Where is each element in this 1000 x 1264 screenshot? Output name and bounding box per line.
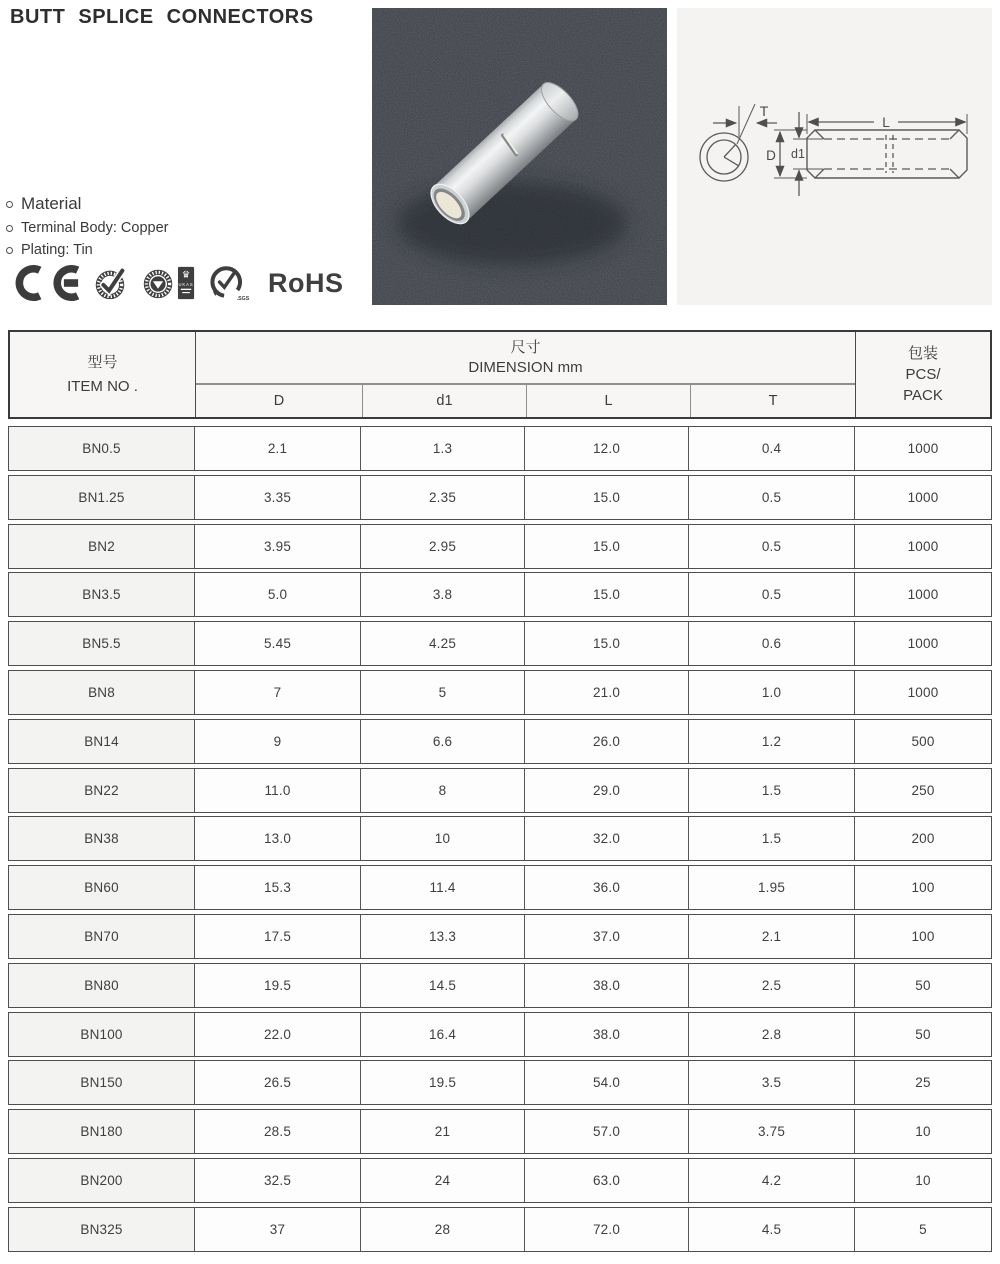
item-no-cell: BN60	[9, 866, 195, 909]
dimension-l-cell: 37.0	[525, 915, 689, 958]
dimension-t-cell: 2.1	[689, 915, 855, 958]
dimension-t-cell: 4.5	[689, 1208, 855, 1251]
certification-logos	[8, 263, 344, 303]
dimension-d-cell: 17.5	[195, 915, 361, 958]
dimension-t-cell: 3.5	[689, 1061, 855, 1104]
quality-check-badge-icon	[91, 264, 129, 302]
item-no-cell: BN80	[9, 964, 195, 1007]
dimension-t-cell: 2.8	[689, 1013, 855, 1056]
dimension-t-cell: 4.2	[689, 1159, 855, 1202]
dimension-d1-cell: 19.5	[361, 1061, 525, 1104]
nqa-ukas-badge-icon	[140, 264, 196, 302]
table-header	[8, 330, 992, 419]
dimension-d1-cell: 24	[361, 1159, 525, 1202]
dimension-l-cell: 32.0	[525, 817, 689, 860]
dimension-t-cell: 0.5	[689, 476, 855, 519]
dimension-l-cell: 38.0	[525, 964, 689, 1007]
col-header-d1: d1	[362, 385, 526, 417]
table-row	[8, 865, 992, 910]
pack-qty-cell: 500	[911, 733, 935, 749]
sgs-label: .SGS	[236, 296, 250, 303]
dimension-d1-cell: 1.3	[361, 427, 525, 470]
pack-qty-cell: 100	[911, 928, 935, 944]
crown-icon: ♛	[181, 269, 191, 281]
item-no-cell: BN200	[9, 1159, 195, 1202]
dimension-d-cell: 37	[195, 1208, 361, 1251]
dimension-d1-cell: 10	[361, 817, 525, 860]
dimension-l-cell: 57.0	[525, 1110, 689, 1153]
ukas-badge	[178, 267, 194, 299]
seam-wedge	[724, 145, 739, 166]
ring-bullet-icon	[6, 225, 13, 232]
table-row	[8, 768, 992, 813]
dimension-l-cell: 29.0	[525, 769, 689, 812]
dimension-t-cell: 2.5	[689, 964, 855, 1007]
pack-header	[856, 332, 990, 417]
pack-qty-cell: 1000	[907, 489, 939, 505]
pack-qty-cell: 1000	[907, 538, 939, 554]
dimension-l-cell: 26.0	[525, 720, 689, 763]
dimension-d-cell: 22.0	[195, 1013, 361, 1056]
pack-qty-cell: 1000	[907, 684, 939, 700]
dimension-l-cell: 21.0	[525, 671, 689, 714]
ring-bullet-icon	[6, 247, 13, 254]
dimension-header	[196, 332, 855, 383]
item-no-cell: BN3.5	[9, 573, 195, 616]
dimension-d-cell: 5.45	[195, 622, 361, 665]
dimension-d-cell: 32.5	[195, 1159, 361, 1202]
dimension-l-cell: 36.0	[525, 866, 689, 909]
pack-qty-cell: 100	[911, 880, 935, 896]
dimension-d-cell: 7	[195, 671, 361, 714]
ukas-label: UKAS	[178, 281, 194, 287]
inner-bore-lines	[824, 139, 950, 169]
item-no-cell: BN325	[9, 1208, 195, 1251]
dimension-d-cell: 19.5	[195, 964, 361, 1007]
dimension-d1-cell: 5	[361, 671, 525, 714]
item-no-header	[10, 332, 196, 417]
dimension-t-cell: 0.4	[689, 427, 855, 470]
dimension-d-cell: 11.0	[195, 769, 361, 812]
t-dimension-label: T	[759, 103, 769, 119]
table-body	[8, 426, 992, 1252]
dimension-subheader-row	[196, 383, 855, 417]
dimension-d1-cell: 4.25	[361, 622, 525, 665]
dimension-d-cell: 9	[195, 720, 361, 763]
dimension-l-cell: 12.0	[525, 427, 689, 470]
pack-header-en2: PACK	[903, 387, 943, 404]
table-row	[8, 1207, 992, 1252]
pack-qty-cell: 1000	[907, 636, 939, 652]
item-no-header-zh: 型号	[87, 353, 118, 371]
material-section	[6, 194, 169, 264]
dimension-t-cell: 1.95	[689, 866, 855, 909]
item-no-cell: BN100	[9, 1013, 195, 1056]
col-header-t: T	[690, 385, 855, 417]
wire-stop-lines	[886, 135, 893, 173]
dimension-d1-cell: 2.35	[361, 476, 525, 519]
material-item-body: Terminal Body: Copper	[21, 220, 169, 236]
pack-qty-cell: 50	[915, 1026, 931, 1042]
dimension-d1-cell: 14.5	[361, 964, 525, 1007]
ring-bullet-icon	[6, 201, 13, 208]
dimension-d-cell: 2.1	[195, 427, 361, 470]
dimension-t-cell: 1.0	[689, 671, 855, 714]
pack-qty-cell: 1000	[907, 441, 939, 456]
col-header-d: D	[273, 393, 285, 409]
dimension-l-cell: 63.0	[525, 1159, 689, 1202]
item-no-cell: BN150	[9, 1061, 195, 1104]
item-no-cell: BN8	[9, 671, 195, 714]
item-no-cell: BN22	[9, 769, 195, 812]
sgs-badge-icon	[207, 263, 255, 303]
dimension-d-cell: 13.0	[195, 817, 361, 860]
dimension-l-cell: 54.0	[525, 1061, 689, 1104]
material-item-row	[6, 242, 169, 258]
material-item-plating: Plating: Tin	[21, 242, 93, 258]
spec-table	[8, 330, 992, 1256]
rohs-label: RoHS	[268, 267, 344, 298]
item-no-cell: BN5.5	[9, 622, 195, 665]
pack-qty-cell: 200	[911, 831, 935, 847]
pack-qty-cell: 50	[915, 977, 931, 993]
dimension-header-group	[196, 332, 856, 417]
pack-qty-cell: 5	[919, 1221, 927, 1237]
page-title: BUTT SPLICE CONNECTORS	[10, 6, 314, 28]
dimension-d1-cell: 13.3	[361, 915, 525, 958]
pack-qty-cell: 250	[911, 782, 935, 798]
table-row	[8, 524, 992, 569]
dimension-header-en: DIMENSION mm	[468, 358, 583, 376]
table-row	[8, 475, 992, 520]
table-row	[8, 426, 992, 471]
dimension-d1-cell: 11.4	[361, 866, 525, 909]
material-heading-row	[6, 194, 169, 214]
dimension-d-cell: 15.3	[195, 866, 361, 909]
table-row	[8, 914, 992, 959]
table-row	[8, 1158, 992, 1203]
item-no-cell: BN2	[9, 525, 195, 568]
dimension-t-cell: 1.5	[689, 769, 855, 812]
dimension-d1-cell: 28	[361, 1208, 525, 1251]
table-row	[8, 1060, 992, 1105]
dimension-d1-cell: 8	[361, 769, 525, 812]
dimension-d-cell: 3.95	[195, 525, 361, 568]
table-row	[8, 621, 992, 666]
item-no-cell: BN38	[9, 817, 195, 860]
d1-dimension-label: d1	[791, 147, 805, 161]
dimension-d-cell: 5.0	[195, 573, 361, 616]
dimension-l-cell: 15.0	[525, 476, 689, 519]
ce-mark-icon	[8, 264, 80, 302]
dimension-l-cell: 15.0	[525, 622, 689, 665]
dimension-t-cell: 0.5	[689, 573, 855, 616]
product-photo	[372, 8, 667, 305]
table-row	[8, 572, 992, 617]
table-row	[8, 816, 992, 861]
dimension-diagram	[677, 8, 992, 305]
dimension-d-cell: 28.5	[195, 1110, 361, 1153]
pack-header-en1: PCS/	[905, 366, 941, 383]
dimension-d1-cell: 3.8	[361, 573, 525, 616]
dimension-d1-cell: 6.6	[361, 720, 525, 763]
d-dimension-label: D	[766, 148, 776, 163]
dimension-d-cell: 26.5	[195, 1061, 361, 1104]
dimension-l-cell: 15.0	[525, 573, 689, 616]
side-view-body	[807, 130, 967, 178]
dimension-l-cell: 38.0	[525, 1013, 689, 1056]
dimension-l-cell: 15.0	[525, 525, 689, 568]
dimension-d-cell: 3.35	[195, 476, 361, 519]
l-dimension-label: L	[882, 115, 890, 130]
dimension-t-cell: 1.5	[689, 817, 855, 860]
pack-header-zh: 包装	[907, 345, 938, 362]
dimension-d1-cell: 2.95	[361, 525, 525, 568]
pack-qty-cell: 25	[915, 1075, 931, 1091]
dimension-t-cell: 0.5	[689, 525, 855, 568]
table-row	[8, 719, 992, 764]
item-no-cell: BN70	[9, 915, 195, 958]
material-item-row	[6, 220, 169, 236]
item-no-cell: BN14	[9, 720, 195, 763]
table-row	[8, 1109, 992, 1154]
dimension-l-cell: 72.0	[525, 1208, 689, 1251]
table-row	[8, 1012, 992, 1057]
dimension-t-cell: 0.6	[689, 622, 855, 665]
item-no-header-en: ITEM NO .	[67, 377, 138, 395]
material-heading: Material	[21, 194, 82, 213]
dimension-header-zh: 尺寸	[510, 338, 541, 356]
dimension-t-cell: 3.75	[689, 1110, 855, 1153]
item-no-cell: BN1.25	[9, 476, 195, 519]
dimension-d1-cell: 16.4	[361, 1013, 525, 1056]
dimension-t-cell: 1.2	[689, 720, 855, 763]
item-no-cell: BN0.5	[9, 427, 195, 470]
pack-qty-cell: 10	[915, 1172, 931, 1188]
item-no-cell: BN180	[9, 1110, 195, 1153]
table-row	[8, 963, 992, 1008]
table-row	[8, 670, 992, 715]
pack-qty-cell: 10	[915, 1124, 931, 1140]
col-header-l: L	[526, 385, 690, 417]
pack-qty-cell: 1000	[907, 587, 939, 603]
dimension-d1-cell: 21	[361, 1110, 525, 1153]
